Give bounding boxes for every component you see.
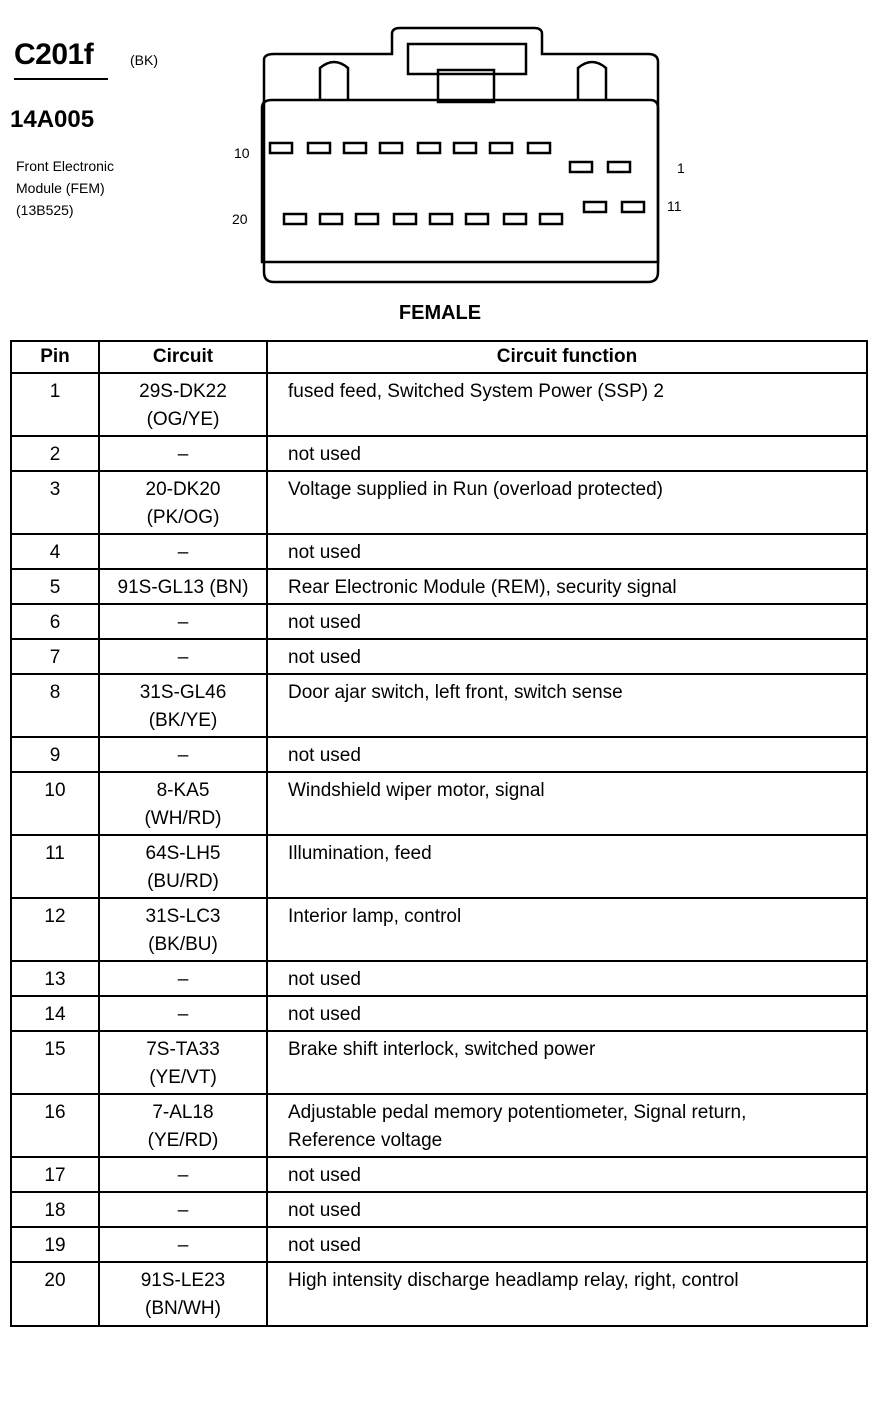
circuit-line: (YE/VT) [149, 1067, 217, 1088]
circuit-function-line: Interior lamp, control [288, 906, 462, 927]
circuit-function-line: Illumination, feed [288, 843, 432, 864]
connector-face [262, 100, 658, 262]
circuit-function-cell [267, 604, 867, 639]
circuit-function-line: Brake shift interlock, switched power [288, 1039, 596, 1060]
header-function: Circuit function [267, 341, 867, 373]
circuit-function-cell [267, 1192, 867, 1227]
table-row [11, 1031, 867, 1094]
circuit-line: – [177, 542, 189, 563]
circuit-function-cell [267, 961, 867, 996]
circuit-function-line: Windshield wiper motor, signal [288, 780, 545, 801]
pin-slot-bottom-row [320, 214, 342, 224]
circuit-function-line: Adjustable pedal memory potentiometer, Signal return, [288, 1102, 747, 1123]
circuit-function-cell [267, 1262, 867, 1326]
circuit-line: – [177, 969, 189, 990]
circuit-function-line: not used [288, 1004, 361, 1025]
circuit-line: 64S-LH5 [145, 843, 221, 864]
pin-number: 13 [11, 961, 99, 996]
circuit-cell [99, 1192, 267, 1227]
circuit-line: (WH/RD) [144, 808, 222, 829]
circuit-line: 20-DK20 [145, 479, 221, 500]
circuit-line: – [177, 647, 189, 668]
circuit-cell [99, 674, 267, 737]
pin-number: 10 [11, 772, 99, 835]
module-name-line-1: Front Electronic [16, 158, 115, 174]
table-row [11, 674, 867, 737]
pin-slot-top-row [608, 162, 630, 172]
table-row [11, 639, 867, 674]
pin-number: 8 [11, 674, 99, 737]
circuit-function-cell [267, 1094, 867, 1157]
circuit-line: (PK/OG) [146, 507, 220, 528]
circuit-cell [99, 569, 267, 604]
pin-slot-top-row [570, 162, 592, 172]
circuit-cell [99, 1157, 267, 1192]
pin-number: 11 [11, 835, 99, 898]
table-row [11, 835, 867, 898]
header-pin: Pin [11, 341, 99, 373]
table-row [11, 569, 867, 604]
circuit-function-cell [267, 569, 867, 604]
circuit-function-cell [267, 737, 867, 772]
pin-slots [270, 143, 644, 224]
pin-number: 12 [11, 898, 99, 961]
table-row [11, 996, 867, 1031]
circuit-line: 91S-LE23 [140, 1270, 226, 1291]
pin-table-container [10, 340, 868, 1327]
circuit-line: – [177, 444, 189, 465]
table-row [11, 1227, 867, 1262]
pin-number: 7 [11, 639, 99, 674]
circuit-line: 7S-TA33 [146, 1039, 220, 1060]
pin-table [10, 340, 868, 1327]
pin-slot-top-row [308, 143, 330, 153]
circuit-function-cell [267, 772, 867, 835]
pin-number: 18 [11, 1192, 99, 1227]
circuit-cell [99, 898, 267, 961]
circuit-function-cell [267, 436, 867, 471]
circuit-cell [99, 639, 267, 674]
header-circuit: Circuit [99, 341, 267, 373]
pin-slot-top-row [380, 143, 402, 153]
circuit-function-line: fused feed, Switched System Power (SSP) 2 [288, 381, 664, 402]
pin-number: 6 [11, 604, 99, 639]
circuit-function-line: not used [288, 1165, 361, 1186]
pin-number: 14 [11, 996, 99, 1031]
circuit-line: 31S-GL46 [139, 682, 227, 703]
circuit-line: – [177, 1200, 189, 1221]
pin-number: 16 [11, 1094, 99, 1157]
circuit-cell [99, 373, 267, 436]
circuit-line: 8-KA5 [156, 780, 210, 801]
circuit-line: 91S-GL13 (BN) [117, 577, 249, 598]
pin-slot-bottom-row [356, 214, 378, 224]
table-row [11, 772, 867, 835]
circuit-cell [99, 1262, 267, 1326]
circuit-cell [99, 996, 267, 1031]
connector-color: (BK) [130, 52, 158, 68]
circuit-line: – [177, 1165, 189, 1186]
pin-number: 9 [11, 737, 99, 772]
circuit-cell [99, 961, 267, 996]
circuit-cell [99, 1227, 267, 1262]
pin-slot-top-row [528, 143, 550, 153]
pin-number: 2 [11, 436, 99, 471]
circuit-function-cell [267, 639, 867, 674]
circuit-cell [99, 436, 267, 471]
circuit-cell [99, 534, 267, 569]
locking-rib-right [578, 62, 606, 100]
pin-label-1: 1 [677, 160, 685, 176]
circuit-line: (YE/RD) [147, 1130, 219, 1151]
pin-slot-top-row [490, 143, 512, 153]
circuit-function-line: not used [288, 969, 361, 990]
pin-slot-bottom-row [430, 214, 452, 224]
table-row [11, 961, 867, 996]
pin-table-body [11, 373, 867, 1326]
circuit-function-cell [267, 1227, 867, 1262]
circuit-line: 31S-LC3 [145, 906, 221, 927]
connector-gender-label: FEMALE [398, 302, 482, 324]
pin-number: 20 [11, 1262, 99, 1326]
circuit-line: – [177, 612, 189, 633]
pin-label-20: 20 [232, 211, 248, 227]
pin-number: 5 [11, 569, 99, 604]
module-part-line: (13B525) [16, 202, 74, 218]
module-name-line-2: Module (FEM) [16, 180, 105, 196]
pin-number: 19 [11, 1227, 99, 1262]
pin-slot-bottom-row [284, 214, 306, 224]
circuit-function-cell [267, 534, 867, 569]
table-row [11, 1157, 867, 1192]
pin-number: 4 [11, 534, 99, 569]
locking-rib-left [320, 62, 348, 100]
circuit-function-line: not used [288, 542, 361, 563]
circuit-line: 29S-DK22 [139, 381, 227, 402]
circuit-cell [99, 835, 267, 898]
circuit-cell [99, 772, 267, 835]
pin-slot-bottom-row [504, 214, 526, 224]
circuit-function-line: not used [288, 1200, 361, 1221]
table-header-row [11, 341, 867, 373]
circuit-line: – [177, 745, 189, 766]
pin-label-10: 10 [234, 145, 250, 161]
pin-slot-bottom-row [394, 214, 416, 224]
pin-slot-bottom-row [466, 214, 488, 224]
pin-number: 17 [11, 1157, 99, 1192]
circuit-function-line: High intensity discharge headlamp relay, right, control [288, 1270, 739, 1291]
table-row [11, 898, 867, 961]
circuit-function-cell [267, 898, 867, 961]
table-row [11, 373, 867, 436]
circuit-cell [99, 471, 267, 534]
circuit-line: – [177, 1004, 189, 1025]
circuit-function-cell [267, 1031, 867, 1094]
pin-slot-bottom-row [540, 214, 562, 224]
part-number: 14A005 [10, 106, 95, 133]
circuit-line: – [177, 1235, 189, 1256]
pin-slot-bottom-row [622, 202, 644, 212]
circuit-line: 7-AL18 [152, 1102, 214, 1123]
pin-slot-top-row [344, 143, 366, 153]
circuit-function-cell [267, 674, 867, 737]
circuit-cell [99, 737, 267, 772]
pin-slot-top-row [418, 143, 440, 153]
circuit-function-cell [267, 373, 867, 436]
circuit-line: (OG/YE) [146, 409, 220, 430]
circuit-function-line: not used [288, 612, 361, 633]
circuit-function-cell [267, 1157, 867, 1192]
circuit-line: (BK/BU) [148, 934, 218, 955]
pin-number: 3 [11, 471, 99, 534]
table-row [11, 1094, 867, 1157]
pin-label-11: 11 [667, 198, 682, 214]
circuit-cell [99, 604, 267, 639]
pin-slot-bottom-row [584, 202, 606, 212]
circuit-function-line: Reference voltage [288, 1130, 443, 1151]
circuit-function-line: not used [288, 647, 361, 668]
table-row [11, 471, 867, 534]
circuit-function-cell [267, 835, 867, 898]
pin-slot-top-row [454, 143, 476, 153]
table-row [11, 1192, 867, 1227]
pin-slot-top-row [270, 143, 292, 153]
circuit-line: (BK/YE) [148, 710, 218, 731]
circuit-function-cell [267, 471, 867, 534]
pin-number: 1 [11, 373, 99, 436]
table-row [11, 604, 867, 639]
circuit-function-line: Door ajar switch, left front, switch sense [288, 682, 623, 703]
circuit-cell [99, 1094, 267, 1157]
circuit-function-cell [267, 996, 867, 1031]
connector-id: C201f [14, 38, 94, 71]
pin-number: 15 [11, 1031, 99, 1094]
circuit-line: (BN/WH) [145, 1298, 221, 1319]
circuit-function-line: not used [288, 444, 361, 465]
circuit-function-line: Voltage supplied in Run (overload protected) [288, 479, 663, 500]
table-row [11, 737, 867, 772]
circuit-line: (BU/RD) [147, 871, 219, 892]
table-row [11, 1262, 867, 1326]
circuit-function-line: not used [288, 745, 361, 766]
circuit-function-line: not used [288, 1235, 361, 1256]
circuit-function-line: Rear Electronic Module (REM), security signal [288, 577, 677, 598]
connector-face-diagram [0, 0, 880, 300]
table-row [11, 436, 867, 471]
table-row [11, 534, 867, 569]
circuit-cell [99, 1031, 267, 1094]
